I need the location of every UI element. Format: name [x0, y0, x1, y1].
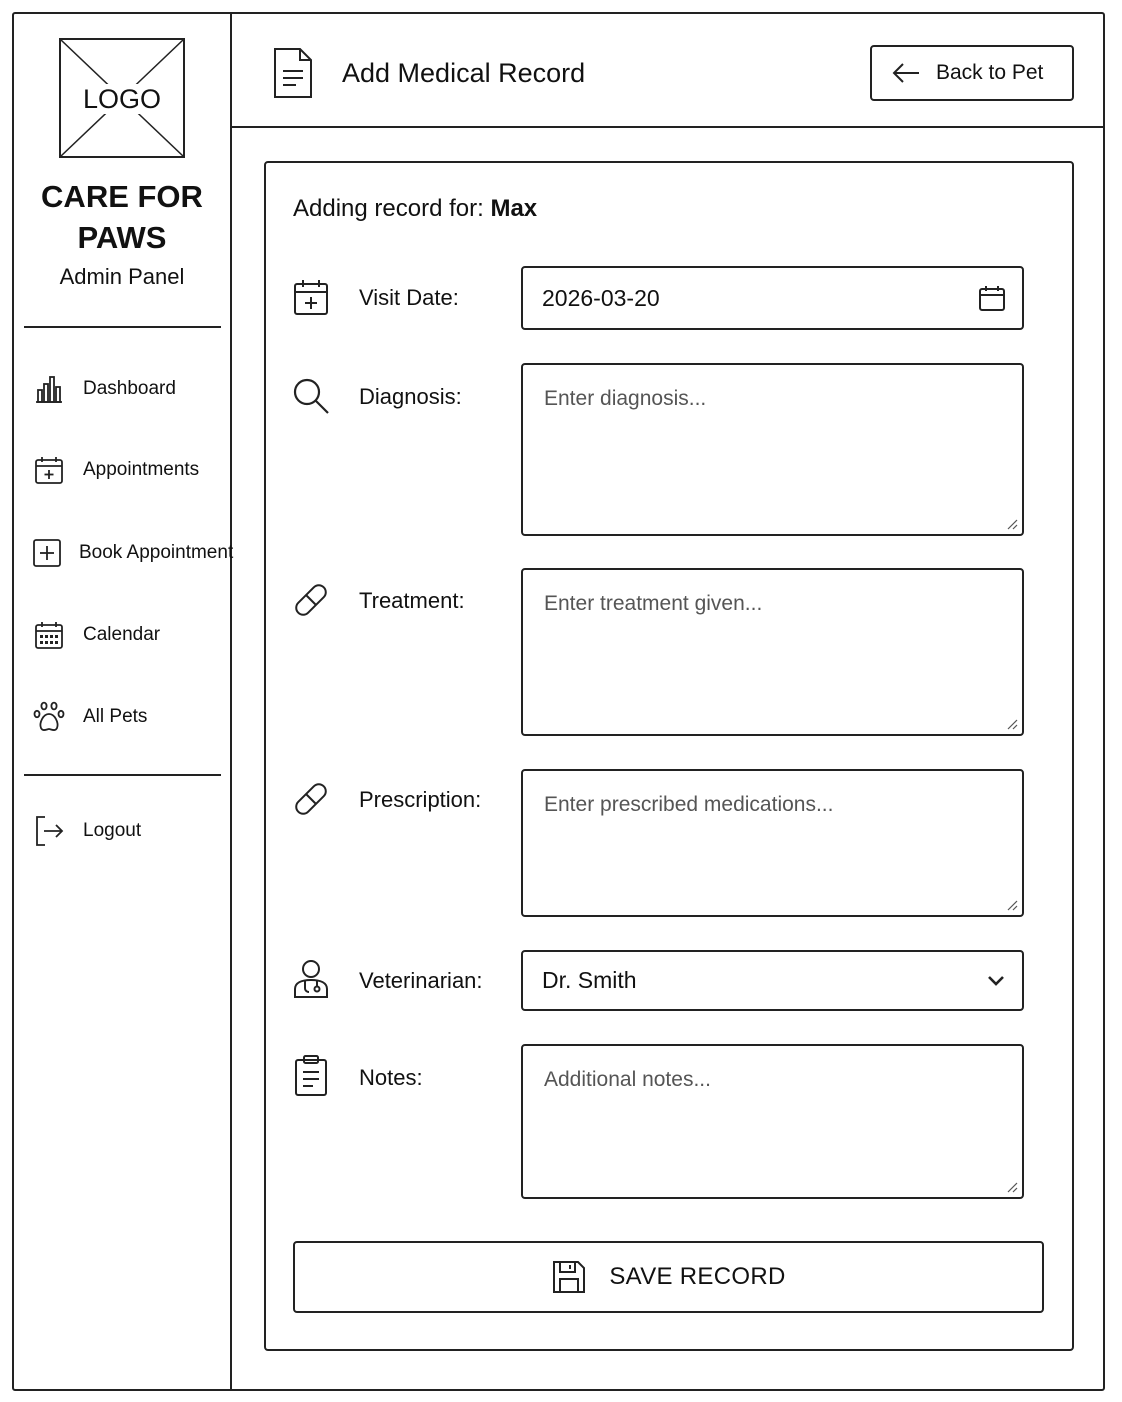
sidebar-divider: [24, 326, 221, 328]
pet-name: Max: [490, 195, 538, 222]
pill-icon: [291, 580, 331, 620]
adding-record-for: [293, 195, 537, 223]
veterinarian-label: Veterinarian:: [359, 968, 483, 993]
back-to-pet-button[interactable]: [870, 45, 1074, 101]
resize-grip-icon[interactable]: [1006, 899, 1018, 911]
medical-record-form: [264, 161, 1074, 1351]
resize-grip-icon[interactable]: [1006, 1181, 1018, 1193]
bar-chart-icon: [32, 372, 66, 406]
logo: [59, 38, 185, 158]
brand-subtitle: Admin Panel: [59, 264, 185, 289]
chevron-down-icon: [986, 974, 1006, 988]
app-frame: [12, 12, 1105, 1391]
sidebar-divider: [24, 774, 221, 776]
diagnosis-label: Diagnosis:: [359, 384, 462, 409]
calendar-plus-icon: [291, 277, 331, 317]
paw-icon: [32, 700, 66, 734]
visit-date-input[interactable]: [521, 266, 1024, 330]
sidebar-item-dashboard[interactable]: [32, 369, 232, 409]
sidebar-item-book-appointment[interactable]: [32, 533, 232, 573]
prescription-label: Prescription:: [359, 787, 482, 812]
treatment-textarea[interactable]: [521, 568, 1024, 736]
back-button-label: Back to Pet: [936, 61, 1044, 84]
prescription-textarea[interactable]: [521, 769, 1024, 917]
sidebar-item-all-pets[interactable]: [32, 697, 232, 737]
sidebar-item-appointments[interactable]: [32, 450, 232, 490]
clipboard-icon: [291, 1056, 331, 1096]
notes-textarea[interactable]: [521, 1044, 1024, 1199]
resize-grip-icon[interactable]: [1006, 518, 1018, 530]
save-record-button[interactable]: [293, 1241, 1044, 1313]
sidebar-item-label: Appointments: [83, 459, 200, 480]
prescription-input[interactable]: [523, 771, 1022, 915]
brand-name: [14, 176, 230, 258]
treatment-label: Treatment:: [359, 588, 465, 613]
sidebar-item-label: Dashboard: [83, 378, 176, 399]
sidebar-item-calendar[interactable]: [32, 615, 232, 655]
adding-prefix: Adding record for:: [293, 195, 484, 222]
page-header: [232, 14, 1105, 128]
brand-line-2: PAWS: [77, 220, 167, 255]
resize-grip-icon[interactable]: [1006, 718, 1018, 730]
visit-date-value: 2026-03-20: [542, 284, 660, 311]
diagnosis-textarea[interactable]: [521, 363, 1024, 536]
doctor-icon: [291, 959, 331, 999]
calendar-plus-icon: [32, 453, 66, 487]
sidebar-item-label: Logout: [83, 820, 142, 841]
document-icon: [272, 47, 314, 104]
page-title: Add Medical Record: [342, 58, 586, 88]
save-button-label: SAVE RECORD: [609, 1263, 786, 1290]
sidebar-item-label: Calendar: [83, 624, 161, 645]
sidebar-item-label: All Pets: [83, 706, 148, 727]
logout-icon: [32, 814, 66, 848]
search-icon: [291, 376, 331, 416]
save-icon: [551, 1259, 587, 1295]
arrow-left-icon: [892, 62, 920, 84]
brand-line-1: CARE FOR: [41, 179, 203, 214]
veterinarian-select[interactable]: [521, 950, 1024, 1011]
treatment-input[interactable]: [523, 570, 1022, 734]
pill-icon: [291, 779, 331, 819]
sidebar-item-label: Book Appointment: [79, 542, 234, 563]
sidebar-item-logout[interactable]: [32, 811, 232, 851]
veterinarian-value: Dr. Smith: [542, 967, 637, 993]
plus-square-icon: [32, 536, 62, 570]
diagnosis-input[interactable]: [523, 365, 1022, 534]
logo-text: LOGO: [80, 84, 164, 114]
sidebar: [14, 14, 232, 1389]
notes-label: Notes:: [359, 1065, 423, 1090]
notes-input[interactable]: [523, 1046, 1022, 1197]
calendar-grid-icon: [32, 618, 66, 652]
visit-date-label: Visit Date:: [359, 285, 459, 310]
calendar-icon[interactable]: [978, 284, 1006, 312]
